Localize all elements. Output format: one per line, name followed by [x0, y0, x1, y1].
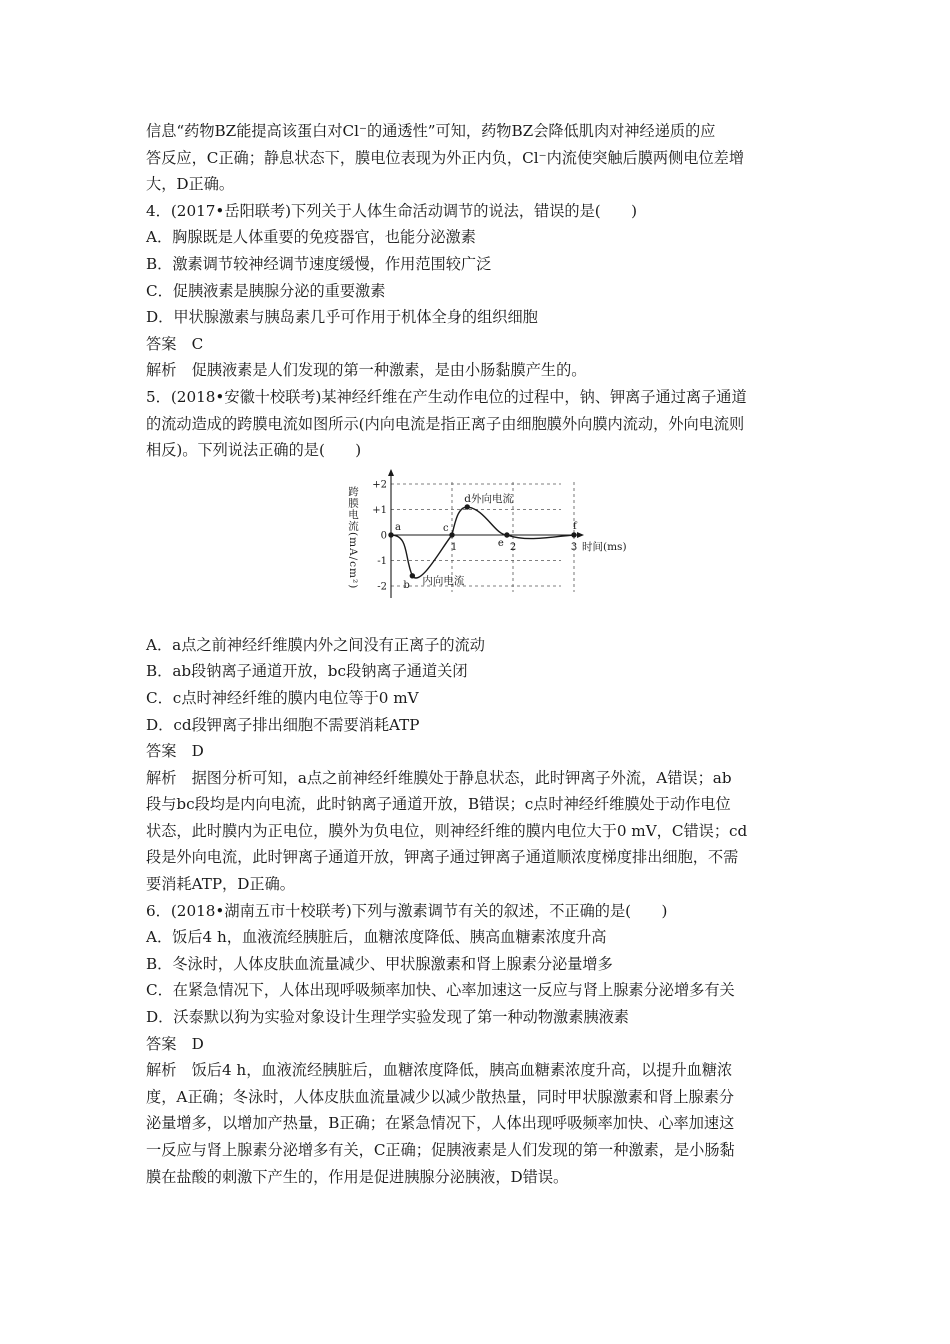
bottom-line: 状态，此时膜内为正电位，膜外为负电位，则神经纤维的膜内电位大于0 mV，C错误；cd — [146, 821, 748, 840]
bottom-line: 膜在盐酸的刺激下产生的，作用是促进胰腺分泌胰液，D错误。 — [146, 1167, 569, 1186]
bottom-line: A．饭后4 h，血液流经胰脏后，血糖浓度降低、胰高血糖素浓度升高 — [146, 928, 607, 947]
bottom-line: D．沃泰默以狗为实验对象设计生理学实验发现了第一种动物激素胰液素 — [146, 1008, 629, 1027]
bottom-line: 6．(2018•湖南五市十校联考)下列与激素调节有关的叙述，不正确的是( ) — [146, 901, 668, 920]
x-tick-label: 1 — [450, 541, 458, 553]
top-line: 5．(2018•安徽十校联考)某神经纤维在产生动作电位的过程中，钠、钾离子通过离子通道 — [146, 387, 747, 406]
x-tick-label: 2 — [509, 541, 517, 553]
text-block-top — [146, 118, 808, 464]
y-tick-label: +2 — [372, 479, 387, 491]
y-axis-label: 跨膜电流(mA/cm²) — [347, 485, 359, 590]
top-line: 答案 C — [146, 334, 204, 353]
annotation-inward-current: 内向电流 — [422, 574, 465, 587]
chart-axes — [388, 469, 584, 598]
top-line: 4．(2017•岳阳联考)下列关于人体生命活动调节的说法，错误的是( ) — [146, 201, 638, 220]
bottom-line: 答案 D — [146, 1034, 204, 1053]
point-d — [465, 504, 470, 509]
top-line: C．促胰液素是胰腺分泌的重要激素 — [146, 281, 386, 300]
point-f — [571, 532, 576, 537]
document-page — [146, 118, 808, 1190]
bottom-line: 答案 D — [146, 742, 204, 761]
bottom-line: 段与bc段均是内向电流，此时钠离子通道开放，B错误；c点时神经纤维膜处于动作电位 — [146, 795, 731, 814]
point-a — [388, 532, 393, 537]
y-tick-labels — [372, 479, 387, 592]
top-line: 答反应，C正确；静息状态下，膜电位表现为外正内负，Cl⁻内流使突触后膜两侧电位差增 — [146, 148, 745, 167]
bottom-line: B．冬泳时，人体皮肤血流量减少、甲状腺激素和肾上腺素分泌量增多 — [146, 954, 613, 973]
y-tick-label: 0 — [380, 530, 387, 542]
annotation-outward-current: d外向电流 — [464, 492, 513, 505]
bottom-line: 度，A正确；冬泳时，人体皮肤血流量减少以减少散热量，同时甲状腺激素和肾上腺素分 — [146, 1087, 735, 1106]
bottom-line: C．在紧急情况下，人体出现呼吸频率加快、心率加速这一反应与肾上腺素分泌增多有关 — [146, 981, 735, 1000]
current-chart — [331, 468, 631, 618]
x-tick-label: 3 — [570, 541, 578, 553]
point-label-c: c — [443, 522, 449, 534]
point-label-f: f — [573, 520, 577, 532]
top-line: A．胸腺既是人体重要的免疫器官，也能分泌激素 — [146, 228, 476, 247]
point-e — [504, 532, 509, 537]
top-line: 信息“药物BZ能提高该蛋白对Cl⁻的通透性”可知，药物BZ会降低肌肉对神经递质的应 — [146, 122, 716, 140]
point-c — [449, 532, 454, 537]
x-tick-labels — [451, 542, 577, 553]
y-axis-arrow — [388, 469, 394, 476]
text-block-bottom — [146, 632, 808, 1190]
bottom-line: 段是外向电流，此时钾离子通道开放，钾离子通过钾离子通道顺浓度梯度排出细胞，不需 — [146, 848, 739, 867]
bottom-line: B．ab段钠离子通道开放，bc段钠离子通道关闭 — [146, 662, 468, 681]
point-label-a: a — [395, 521, 401, 533]
top-line: 大，D正确。 — [146, 175, 235, 194]
bottom-line: 要消耗ATP，D正确。 — [146, 875, 295, 894]
bottom-line: A．a点之前神经纤维膜内外之间没有正离子的流动 — [146, 635, 485, 654]
top-line: 的流动造成的跨膜电流如图所示(内向电流是指正离子由细胞膜外向膜内流动，外向电流则 — [146, 414, 745, 433]
point-label-b: b — [403, 579, 410, 591]
top-line: 解析 促胰液素是人们发现的第一种激素，是由小肠黏膜产生的。 — [146, 361, 587, 380]
current-curve — [391, 507, 574, 578]
y-tick-label: +1 — [372, 504, 387, 516]
y-tick-label: -1 — [377, 555, 387, 567]
top-line: 相反)。下列说法正确的是( ) — [146, 441, 362, 460]
figure-current-chart — [146, 468, 808, 628]
top-line: B．激素调节较神经调节速度缓慢，作用范围较广泛 — [146, 254, 492, 273]
point-label-e: e — [497, 537, 504, 549]
bottom-line: 一反应与肾上腺素分泌增多有关，C正确；促胰液素是人们发现的第一种激素，是小肠黏 — [146, 1141, 735, 1159]
x-axis-label: 时间(ms) — [582, 540, 627, 553]
bottom-line: 解析 饭后4 h，血液流经胰脏后，血糖浓度降低，胰高血糖素浓度升高，以提升血糖浓 — [146, 1061, 733, 1080]
point-b — [410, 573, 415, 578]
y-tick-label: -2 — [377, 581, 387, 593]
top-line: D．甲状腺激素与胰岛素几乎可作用于机体全身的组织细胞 — [146, 308, 538, 327]
bottom-line: D．cd段钾离子排出细胞不需要消耗ATP — [146, 715, 420, 734]
bottom-line: 解析 据图分析可知，a点之前神经纤维膜处于静息状态，此时钾离子外流，A错误；ab — [146, 768, 732, 787]
x-axis-arrow — [577, 532, 584, 538]
bottom-line: C．c点时神经纤维的膜内电位等于0 mV — [146, 688, 419, 707]
bottom-line: 泌量增多，以增加产热量，B正确；在紧急情况下，人体出现呼吸频率加快、心率加速这 — [146, 1114, 735, 1133]
